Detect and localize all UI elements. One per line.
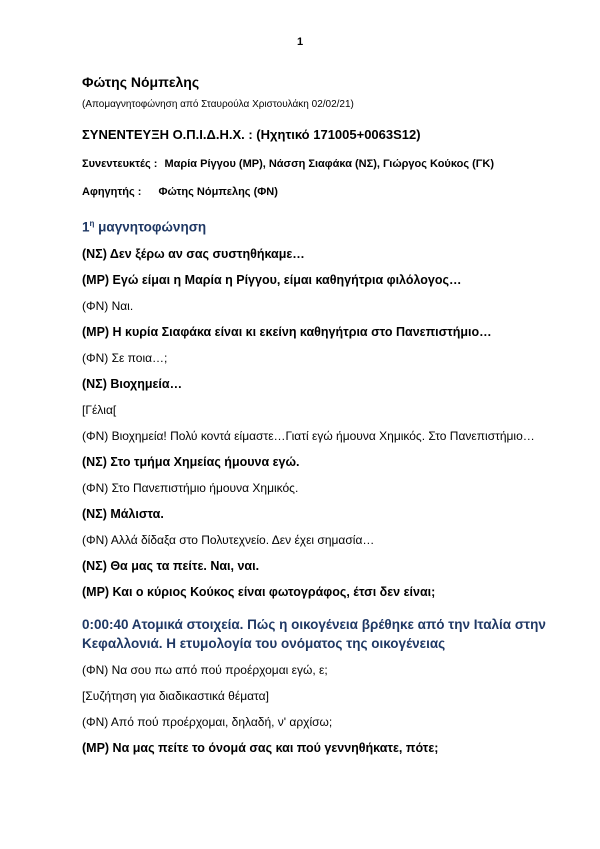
narrator-turn: (ΦΝ) Ναι. (82, 298, 134, 313)
narrator-turn: (ΦΝ) Να σου πω από πού προέρχομαι εγώ, ε; (82, 662, 328, 677)
interviewer-turn: (ΜΡ) Η κυρία Σιαφάκα είναι κι εκείνη καθηγήτρια στο Πανεπιστήμιο… (82, 324, 492, 339)
interviewers-row (82, 156, 552, 172)
narrator-value: Φώτης Νόμπελης (ΦΝ) (158, 186, 278, 198)
author-name: Φώτης Νόμπελης (82, 74, 200, 90)
interview-code: ΣΥΝΕΝΤΕΥΞΗ Ο.Π.Ι.Δ.Η.Χ. : (Ηχητικό 171005+0063S12) (82, 127, 421, 142)
interviewer-turn: (ΜΡ) Να μας πείτε το όνομά σας και πού γεννηθήκατε, πότε; (82, 740, 439, 755)
transcription-note: (Απομαγνητοφώνηση από Σταυρούλα Χριστουλάκη 02/02/21) (82, 99, 354, 110)
section-heading-tape-1 (82, 214, 552, 237)
section-heading-rest: μαγνητοφώνηση (94, 219, 207, 235)
narrator-turn: (ΦΝ) Αλλά δίδαξα στο Πολυτεχνείο. Δεν έχει σημασία… (82, 532, 375, 547)
interviewer-turn: (ΜΡ) Και ο κύριος Κούκος είναι φωτογράφος, έτσι δεν είναι; (82, 584, 436, 599)
section-heading-timestamp: 0:00:40 Ατομικά στοιχεία. Πώς η οικογένεια βρέθηκε από την Ιταλία στην Κεφαλλονιά. Η ετυμολογία του ονόματος της οικογένειας (82, 616, 546, 651)
interviewer-turn: (ΝΣ) Στο τμήμα Χημείας ήμουνα εγώ. (82, 454, 300, 469)
interviewer-turn: (ΝΣ) Βιοχημεία… (82, 376, 183, 391)
narrator-row (82, 184, 552, 200)
narrator-turn: (ΦΝ) Στο Πανεπιστήμιο ήμουνα Χημικός. (82, 480, 299, 495)
interviewer-turn: (ΝΣ) Μάλιστα. (82, 506, 164, 521)
narrator-turn: (ΦΝ) Από πού προέρχομαι, δηλαδή, ν' αρχίσω; (82, 714, 333, 729)
document-body (82, 72, 552, 757)
page-number: 1 (296, 36, 304, 48)
transcript-section-2 (82, 661, 552, 757)
interviewer-turn: (ΝΣ) Δεν ξέρω αν σας συστηθήκαμε… (82, 246, 305, 261)
transcript-note: [Συζήτηση για διαδικαστικά θέματα] (82, 688, 269, 703)
section-heading-prefix: 1 (82, 219, 90, 235)
interviewer-turn: (ΜΡ) Εγώ είμαι η Μαρία η Ρίγγου, είμαι καθηγήτρια φιλόλογος… (82, 272, 462, 287)
section-heading-sup: η (89, 219, 95, 228)
interviewers-label: Συνεντευκτές : (82, 158, 158, 170)
narrator-turn: (ΦΝ) Σε ποια…; (82, 350, 168, 365)
transcript-note: [Γέλια[ (82, 402, 117, 417)
narrator-turn: (ΦΝ) Βιοχημεία! Πολύ κοντά είμαστε…Γιατί εγώ ήμουνα Χημικός. Στο Πανεπιστήμιο… (82, 428, 535, 443)
interviewer-turn: (ΝΣ) Θα μας τα πείτε. Ναι, ναι. (82, 558, 260, 573)
narrator-label: Αφηγητής : (82, 186, 142, 198)
transcript-section-1 (82, 245, 552, 601)
interviewers-value: Μαρία Ρίγγου (ΜΡ), Νάσση Σιαφάκα (ΝΣ), Γιώργος Κούκος (ΓΚ) (164, 158, 494, 170)
